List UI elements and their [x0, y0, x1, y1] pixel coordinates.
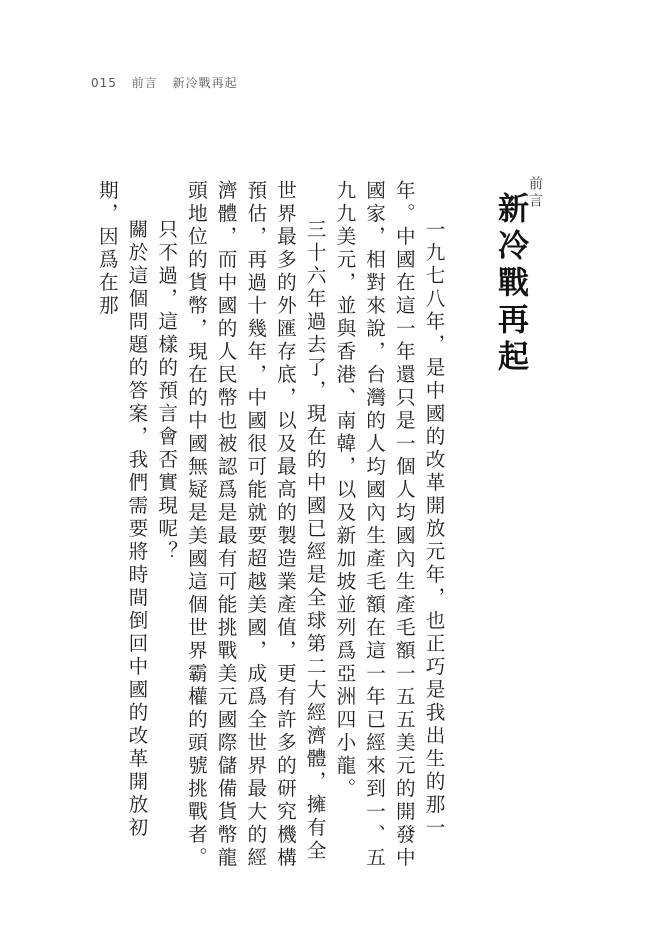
paragraph-1: 一九七八年，是中國的改革開放元年，也正巧是我出生的那一年。中國在這一年還只是一個人均國內生產毛額一五五美元的開發中國家，相對來說，台灣的人均國內生產毛額在這一年已經來到一、五九九美元，並與香港、南韓，以及新加坡並列爲亞洲四小龍。: [332, 180, 445, 870]
body-text: [90, 180, 448, 870]
page-number: 015: [91, 76, 117, 90]
running-header-section: 前言: [131, 76, 158, 90]
running-header-chapter: 新冷戰再起: [172, 76, 238, 90]
paragraph-4: 關於這個問題的答案，我們需要將時間倒回中國的改革開放初期，因爲在那: [95, 180, 148, 841]
running-header: [91, 74, 248, 91]
paragraph-3: 只不過，這樣的預言會否實現呢？: [154, 219, 178, 565]
section-label: 前言: [527, 176, 543, 210]
chapter-title: 新冷戰再起: [492, 192, 528, 377]
paragraph-2: 三十六年過去了，現在的中國已經是全球第二大經濟體，擁有全世界最多的外匯存底，以及最高的製造業產值，更有許多的研究機構預估，再過十幾年，中國很可能就要超越美國，成爲全世界最大的經濟體，而中國的人民幣也被認爲是最有可能挑戰美元國際儲備貨幣龍頭地位的貨幣，現在的中國無疑是美國這個世界霸權的頭號挑戰者。: [184, 180, 327, 870]
